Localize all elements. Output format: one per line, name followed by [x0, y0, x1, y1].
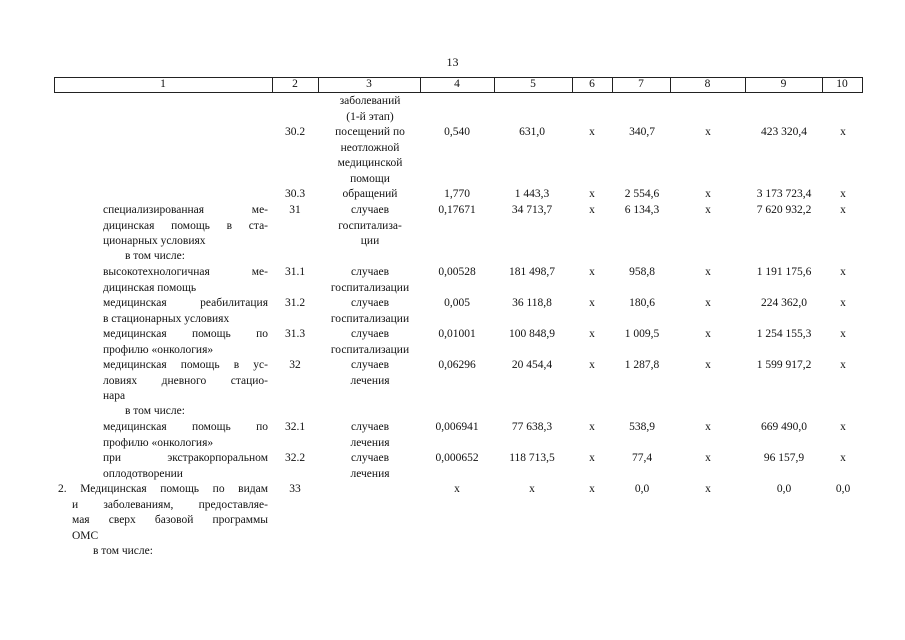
value-cell-col-10: х	[840, 359, 846, 371]
value-cell-col-6: х	[589, 204, 595, 216]
unit-line: случаев	[350, 204, 389, 216]
value-cell-col-9: 96 157,9	[763, 452, 805, 464]
unit-line: случаев	[350, 452, 389, 464]
row-number: 33	[289, 483, 301, 495]
row-label-line: и заболеваниям, предоставляе-	[72, 498, 268, 511]
unit-line: лечения	[350, 374, 390, 387]
value-cell-col-9: 1 191 175,6	[756, 266, 812, 278]
page-number: 13	[446, 55, 459, 69]
value-cell-col-7: 6 134,3	[624, 204, 660, 216]
header-divider	[862, 77, 863, 93]
value-cell-col-5: х	[529, 483, 535, 495]
value-cell-col-8: х	[705, 483, 711, 495]
row-number: 31.1	[284, 266, 306, 278]
row-label-line: высокотехнологичная ме-	[103, 266, 268, 278]
row-label-line: специализированная ме-	[103, 204, 268, 216]
row-label-line: медицинская помощь по	[103, 328, 268, 340]
value-cell-col-10: х	[840, 266, 846, 278]
header-cell-8: 8	[704, 78, 711, 90]
row-label-line: ОМС	[72, 529, 99, 542]
value-cell-col-5: 181 498,7	[509, 266, 555, 278]
row-number: 30.3	[284, 188, 306, 200]
row-label-line: ционарных условиях	[103, 235, 206, 247]
value-cell-col-10: х	[840, 297, 846, 309]
value-cell-col-9: 423 320,4	[761, 126, 807, 138]
value-cell-col-7: 958,8	[629, 266, 655, 278]
value-cell-col-8: х	[705, 204, 711, 216]
row-label-line: 2. Медицинская помощь по видам	[58, 483, 268, 495]
row-label-line: дицинская помощь в ста-	[103, 219, 268, 232]
row-number: 31.3	[284, 328, 306, 340]
header-cell-4: 4	[454, 78, 460, 90]
value-cell-col-5: 100 848,9	[509, 328, 555, 340]
value-cell-col-7: 0,0	[634, 483, 650, 495]
unit-line: госпитализации	[330, 312, 410, 325]
header-cell-5: 5	[530, 78, 536, 90]
value-cell-col-9: 224 362,0	[761, 297, 807, 309]
value-cell-col-4: 0,17671	[438, 204, 476, 216]
unit-line: госпитализа-	[338, 219, 402, 232]
row-label-line: дицинская помощь	[103, 281, 197, 294]
unit-line: помощи	[350, 172, 390, 185]
value-cell-col-5: 20 454,4	[511, 359, 553, 371]
value-cell-col-8: х	[705, 359, 711, 371]
value-cell-col-4: 1,770	[444, 188, 470, 200]
unit-line: случаев	[350, 297, 389, 309]
value-cell-col-4: 0,000652	[435, 452, 479, 464]
value-cell-col-6: х	[589, 452, 595, 464]
value-cell-col-5: 36 118,8	[512, 297, 552, 309]
value-cell-col-10: х	[840, 188, 846, 200]
row-label-line: при экстракорпоральном	[103, 452, 268, 464]
row-number: 30.2	[284, 126, 306, 138]
value-cell-col-7: 180,6	[629, 297, 655, 309]
row-label-line: медицинская помощь в ус-	[103, 359, 268, 371]
value-cell-col-10: х	[840, 328, 846, 340]
row-label-line: нара	[103, 390, 126, 402]
value-cell-col-7: 1 287,8	[624, 359, 660, 371]
row-label-line: профилю «онкология»	[103, 436, 214, 449]
value-cell-col-8: х	[705, 188, 711, 200]
unit-line: случаев	[350, 359, 389, 371]
header-cell-10: 10	[836, 78, 848, 90]
value-cell-col-8: х	[705, 452, 711, 464]
row-number: 31	[289, 204, 301, 216]
value-cell-col-9: 669 490,0	[761, 421, 807, 433]
header-cell-3: 3	[366, 78, 372, 90]
value-cell-col-6: х	[589, 328, 595, 340]
value-cell-col-8: х	[705, 297, 711, 309]
value-cell-col-10: х	[840, 452, 846, 464]
value-cell-col-7: 2 554,6	[624, 188, 660, 200]
unit-line: обращений	[342, 188, 398, 200]
header-cell-2: 2	[292, 78, 298, 90]
header-cell-9: 9	[780, 78, 787, 90]
value-cell-col-9: 0,0	[776, 483, 792, 495]
value-cell-col-9: 1 254 155,3	[756, 328, 812, 340]
unit-line: посещений по	[335, 126, 405, 138]
value-cell-col-8: х	[705, 126, 711, 138]
value-cell-col-4: 0,01001	[438, 328, 476, 340]
value-cell-col-6: х	[589, 483, 595, 495]
row-label-line: мая сверх базовой программы	[72, 514, 268, 526]
unit-line: случаев	[350, 328, 389, 340]
row-label-line: ловиях дневного стацио-	[103, 374, 268, 387]
value-cell-col-4: 0,540	[444, 126, 470, 138]
row-label-line: медицинская помощь по	[103, 421, 268, 433]
unit-line: ции	[360, 235, 380, 247]
value-cell-col-4: 0,005	[444, 297, 470, 309]
value-cell-col-9: 3 173 723,4	[756, 188, 812, 200]
value-cell-col-10: х	[840, 126, 846, 138]
header-cell-1: 1	[160, 78, 166, 90]
value-cell-col-10: х	[840, 204, 846, 216]
unit-line: случаев	[350, 266, 389, 278]
unit-line: лечения	[350, 436, 390, 449]
row-number: 31.2	[284, 297, 306, 309]
value-cell-col-5: 631,0	[519, 126, 545, 138]
unit-line: заболеваний	[339, 95, 401, 107]
value-cell-col-6: х	[589, 421, 595, 433]
value-cell-col-7: 1 009,5	[624, 328, 660, 340]
unit-line: госпитализации	[330, 343, 410, 356]
row-number: 32.2	[284, 452, 306, 464]
row-label-line: в стационарных условиях	[103, 312, 230, 325]
value-cell-col-6: х	[589, 266, 595, 278]
subheading-in-that-number: в том числе:	[125, 405, 185, 417]
value-cell-col-8: х	[705, 266, 711, 278]
row-label-line: медицинская реабилитация	[103, 297, 268, 309]
value-cell-col-7: 77,4	[631, 452, 653, 464]
value-cell-col-6: х	[589, 188, 595, 200]
unit-line: госпитализации	[330, 281, 410, 294]
value-cell-col-9: 1 599 917,2	[756, 359, 812, 371]
row-label-line: профилю «онкология»	[103, 343, 214, 356]
unit-line: лечения	[350, 467, 390, 480]
value-cell-col-6: х	[589, 297, 595, 309]
unit-line: (1-й этап)	[346, 110, 394, 123]
subheading-in-that-number: в том числе:	[93, 545, 153, 557]
value-cell-col-4: 0,00528	[438, 266, 476, 278]
value-cell-col-4: х	[454, 483, 460, 495]
value-cell-col-8: х	[705, 421, 711, 433]
row-number: 32.1	[284, 421, 306, 433]
table-header-bottom-border	[54, 92, 862, 93]
header-cell-6: 6	[589, 78, 595, 90]
unit-line: медицинской	[337, 157, 403, 169]
value-cell-col-10: 0,0	[835, 483, 851, 495]
value-cell-col-4: 0,06296	[438, 359, 476, 371]
value-cell-col-6: х	[589, 359, 595, 371]
value-cell-col-5: 34 713,7	[511, 204, 553, 216]
value-cell-col-5: 1 443,3	[514, 188, 550, 200]
unit-line: неотложной	[340, 141, 400, 154]
value-cell-col-10: х	[840, 421, 846, 433]
row-number: 32	[289, 359, 301, 371]
unit-line: случаев	[350, 421, 389, 433]
subheading-in-that-number: в том числе:	[125, 250, 185, 262]
value-cell-col-7: 340,7	[629, 126, 655, 138]
value-cell-col-5: 118 713,5	[509, 452, 555, 464]
value-cell-col-4: 0,006941	[435, 421, 479, 433]
value-cell-col-7: 538,9	[629, 421, 655, 433]
row-label-line: оплодотворении	[103, 467, 183, 480]
header-cell-7: 7	[638, 78, 644, 90]
value-cell-col-8: х	[705, 328, 711, 340]
value-cell-col-6: х	[589, 126, 595, 138]
value-cell-col-9: 7 620 932,2	[756, 204, 812, 216]
value-cell-col-5: 77 638,3	[511, 421, 553, 433]
